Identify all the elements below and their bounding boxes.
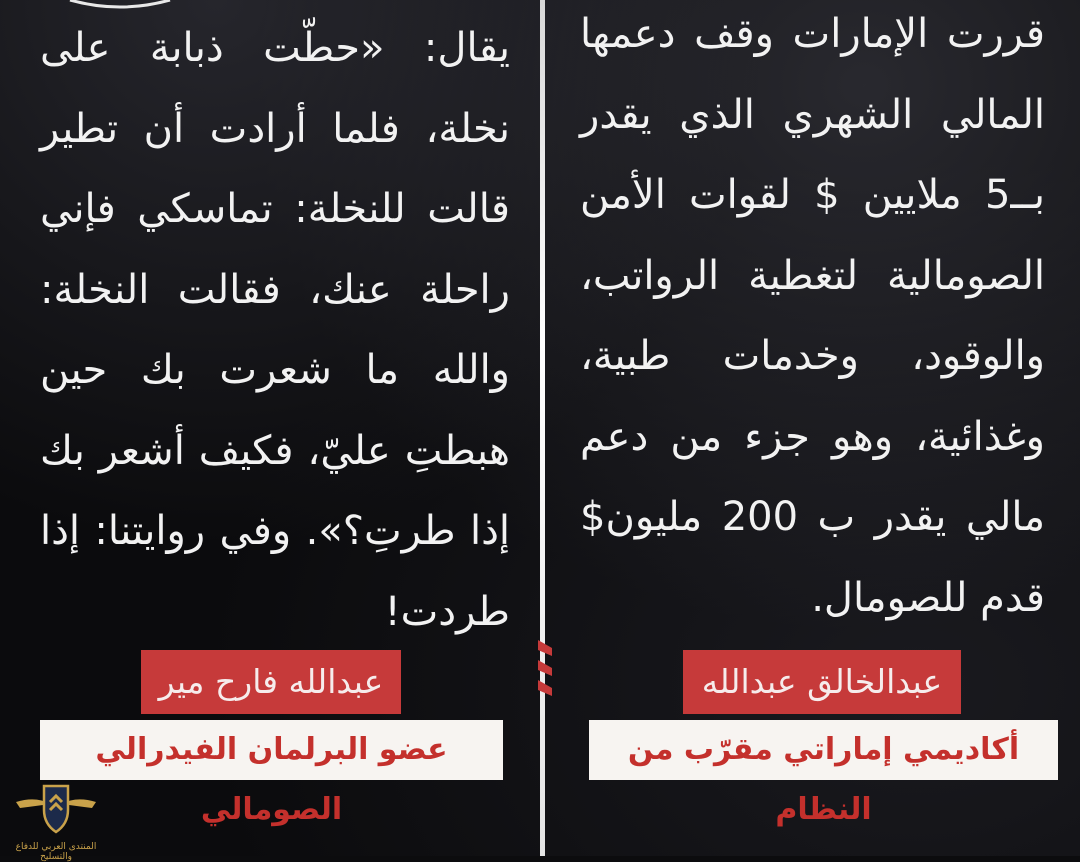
watermark-logo — [6, 780, 106, 862]
shield-wings-logo-icon — [6, 780, 106, 842]
left-speaker-role: عضو البرلمان الفيدرالي الصومالي — [40, 720, 503, 780]
column-divider — [540, 0, 545, 856]
left-speaker-name: عبدالله فارح مير — [141, 650, 401, 714]
right-quote — [580, 0, 1045, 638]
left-quote-text: يقال: «حطّت ذبابة على نخلة، فلما أرادت أن تطير قالت للنخلة: تماسكي فإني راحلة عنك، فقالت النخلة: والله ما شعرت بك حين هبطتِ عليّ، فكيف أشعر بك إذا طرتِ؟». وفي روايتنا: إذا طردت! — [40, 25, 510, 635]
right-speaker-name: عبدالخالق عبدالله — [683, 650, 961, 714]
divider-red-marks — [538, 640, 552, 700]
left-quote — [40, 8, 510, 652]
right-quote-text: قررت الإمارات وقف دعمها المالي الشهري الذي يقدر بــ5 ملايين $ لقوات الأمن الصومالية لتغطية الرواتب، والوقود، وخدمات طبية، وغذائية، وهو جزء من دعم مالي يقدر ب 200 مليون$ قدم للصومال. — [580, 11, 1045, 621]
right-speaker-role: أكاديمي إماراتي مقرّب من النظام — [589, 720, 1058, 780]
watermark-text: المنتدى العربي للدفاع والتسليح — [15, 842, 97, 862]
